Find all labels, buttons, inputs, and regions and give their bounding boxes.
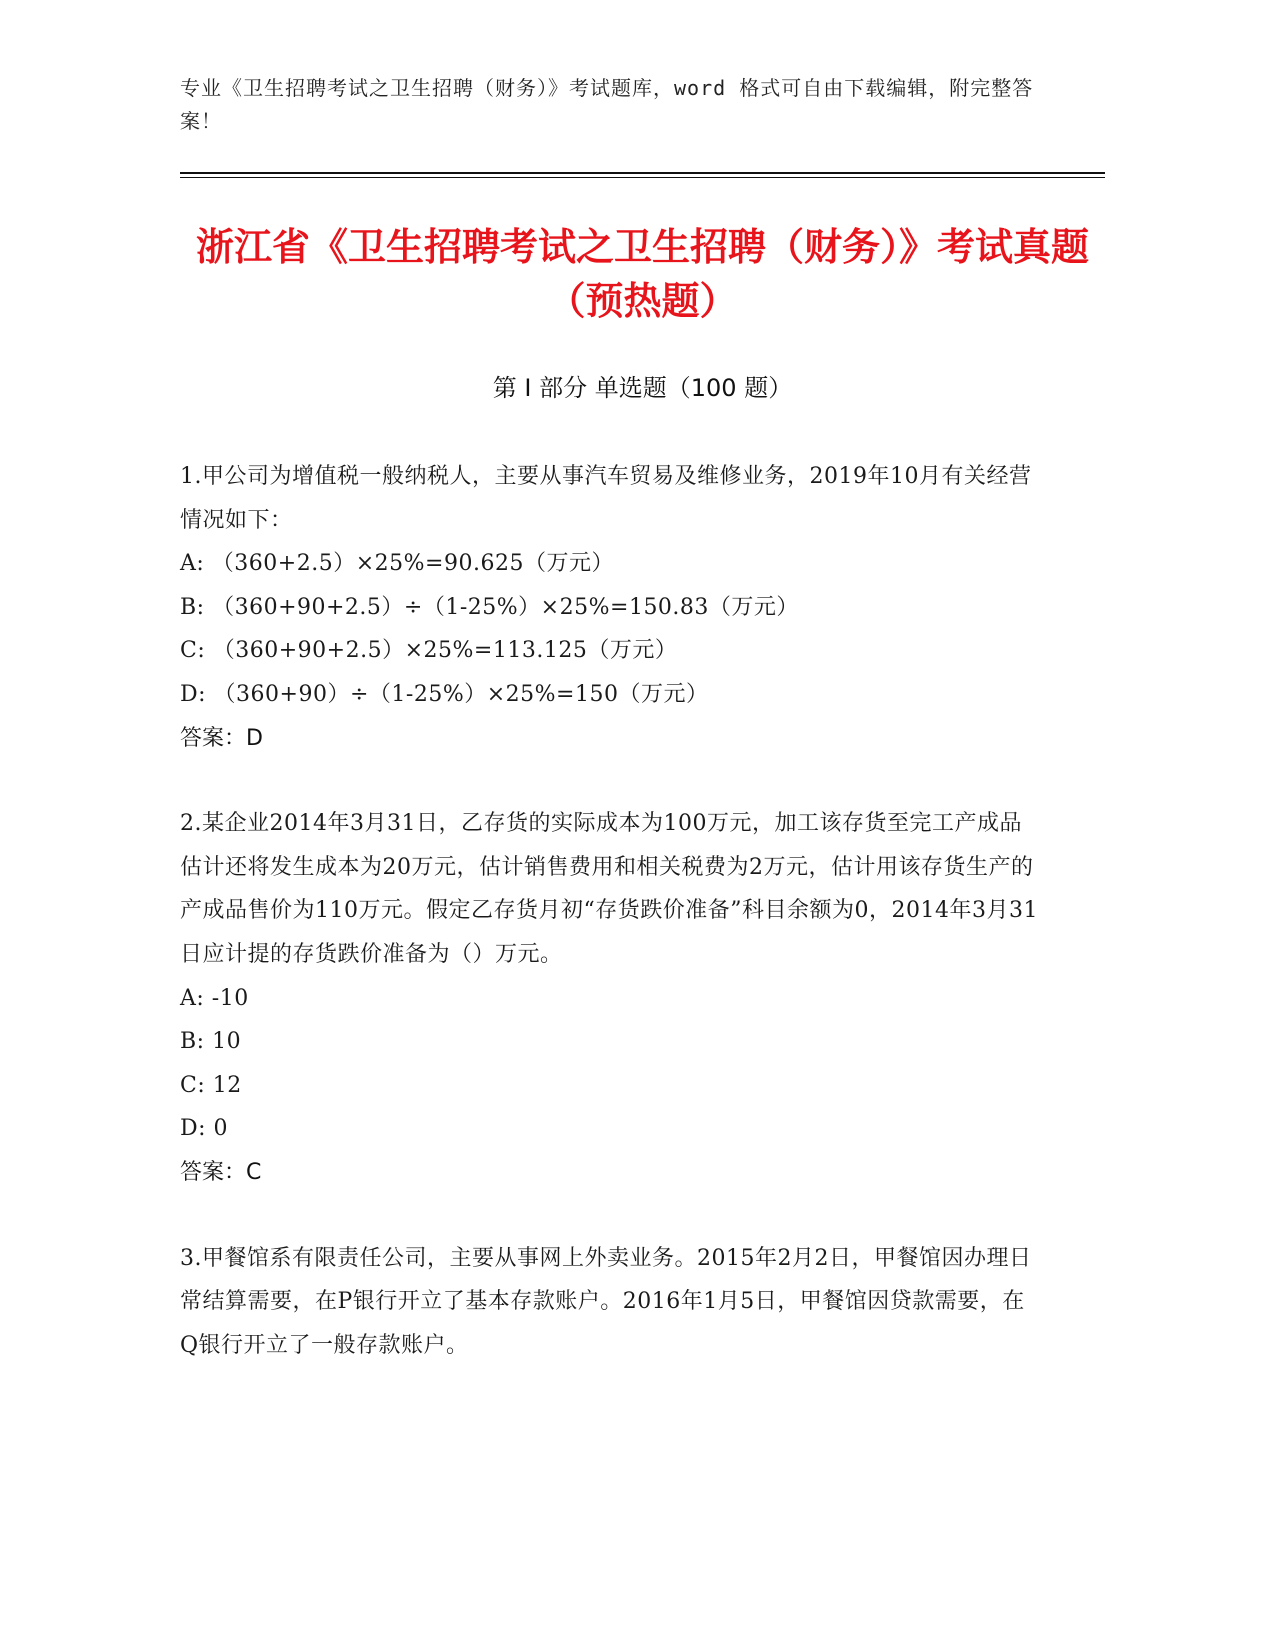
option-a: A: -10	[180, 985, 249, 1011]
header-divider-thin	[180, 177, 1105, 178]
question-2	[180, 802, 1040, 1194]
option-a: A: （360+2.5）×25%=90.625（万元）	[180, 551, 614, 577]
answer-label: 答案：C	[180, 1159, 262, 1185]
question-text: 2.某企业2014年3月31日，乙存货的实际成本为100万元，加工该存货至完工产成品估计还将发生成本为20万元，估计销售费用和相关税费为2万元，估计用该存货生产的产成品售价为110万元。假定乙存货月初“存货跌价准备”科目余额为0，2014年3月31日应计提的存货跌价准备为（）万元。	[180, 811, 1038, 967]
option-c: C: 12	[180, 1072, 242, 1098]
option-b: B: （360+90+2.5）÷（1-25%）×25%=150.83（万元）	[180, 594, 799, 620]
question-3	[180, 1237, 1040, 1368]
option-c: C: （360+90+2.5）×25%=113.125（万元）	[180, 638, 678, 664]
answer-label: 答案：D	[180, 725, 263, 751]
option-d: D: （360+90）÷（1-25%）×25%=150（万元）	[180, 681, 709, 707]
header-divider-thick	[180, 172, 1105, 174]
question-text: 1.甲公司为增值税一般纳税人，主要从事汽车贸易及维修业务，2019年10月有关经营情况如下：	[180, 464, 1032, 533]
question-1	[180, 455, 1040, 760]
document-title: 浙江省《卫生招聘考试之卫生招聘（财务）》考试真题（预热题）	[195, 225, 1089, 323]
section-title: 第 I 部分 单选题（100 题）	[492, 374, 793, 402]
option-b: B: 10	[180, 1029, 242, 1055]
question-list	[180, 455, 1040, 1409]
question-text: 3.甲餐馆系有限责任公司，主要从事网上外卖业务。2015年2月2日，甲餐馆因办理日常结算需要，在P银行开立了基本存款账户。2016年1月5日，甲餐馆因贷款需要，在Q银行开立了一般存款账户。	[180, 1245, 1032, 1358]
header-note: 专业《卫生招聘考试之卫生招聘（财务）》考试题库，word 格式可自由下载编辑，附完整答案！	[180, 76, 1034, 133]
option-d: D: 0	[180, 1116, 229, 1142]
